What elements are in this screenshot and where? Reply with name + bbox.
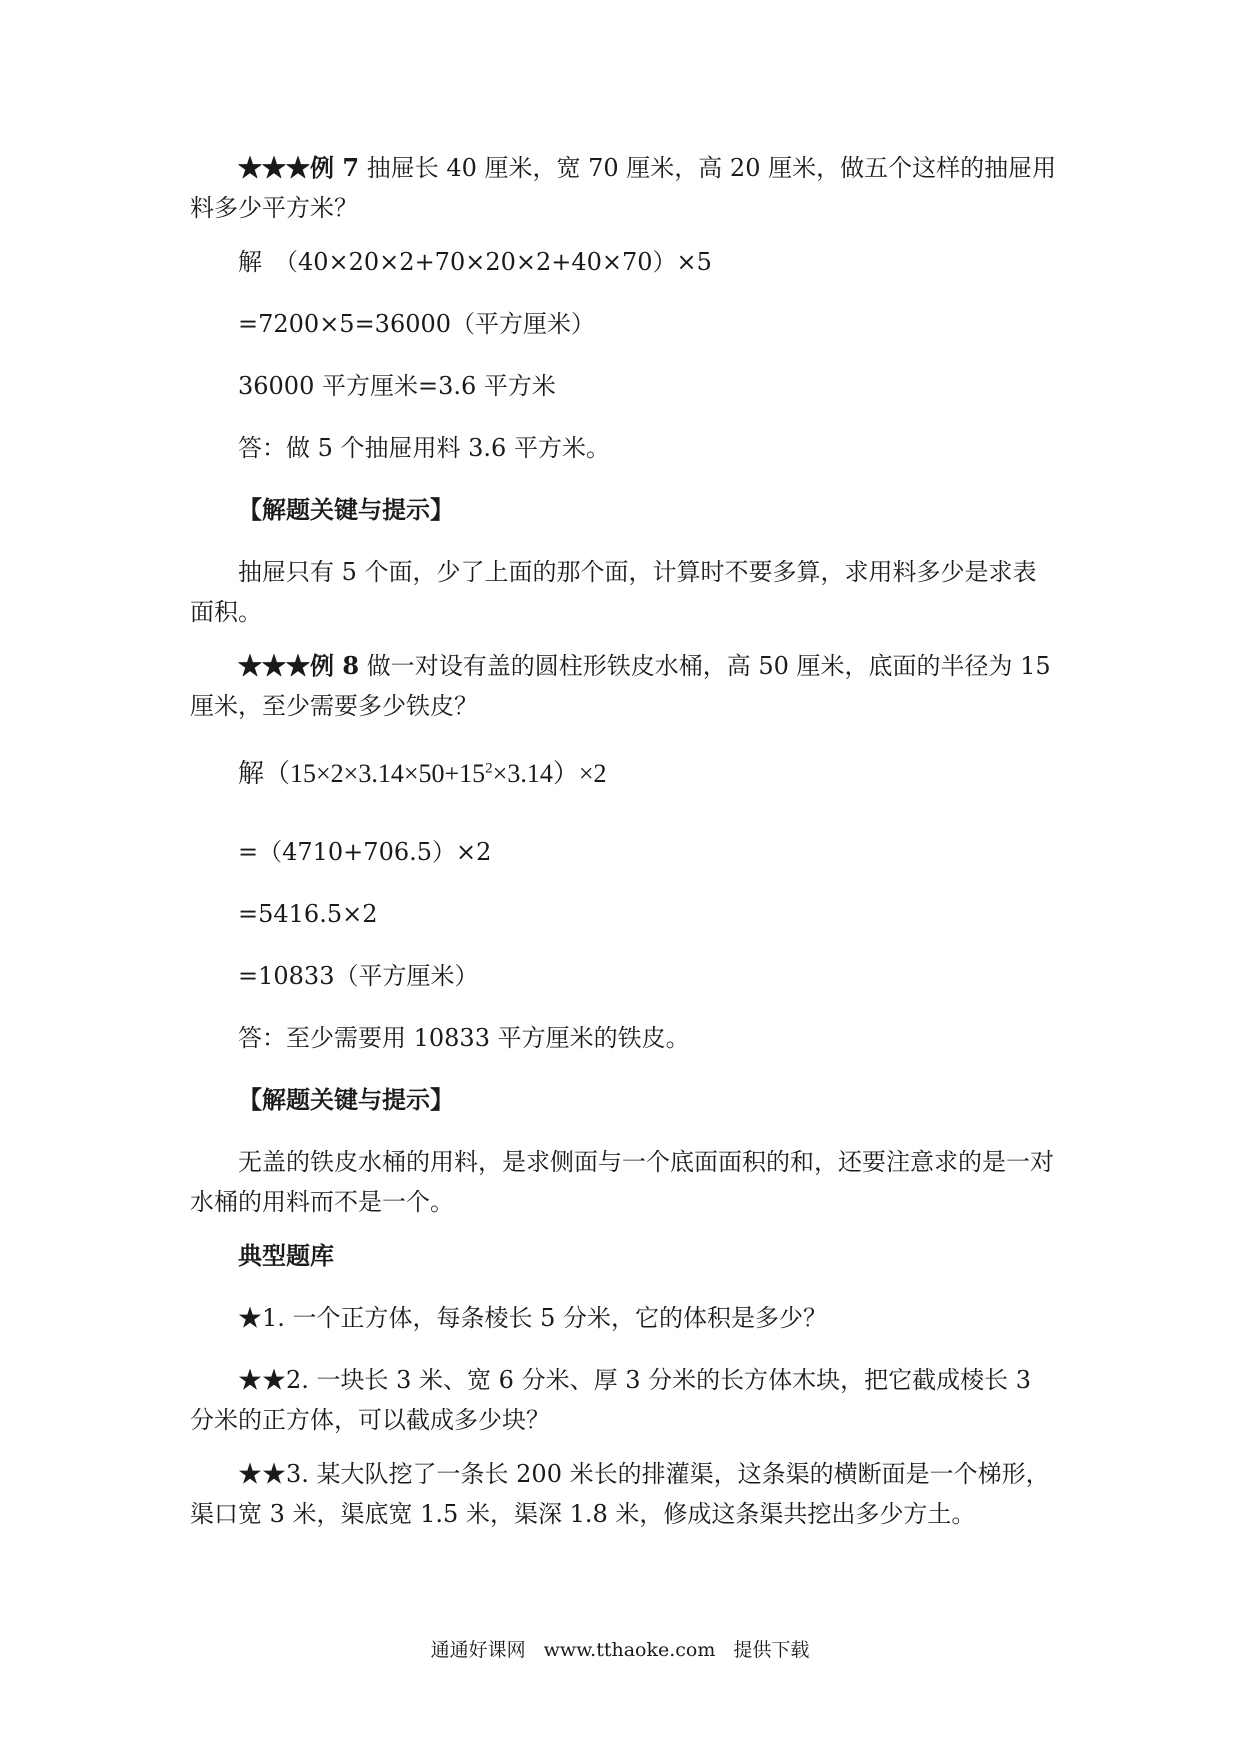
answer-line: 答：至少需要用 10833 平方厘米的铁皮。 xyxy=(238,1024,690,1052)
solution-line-2: =（4710+706.5）×2 xyxy=(238,838,492,866)
tip-text: 无盖的铁皮水桶的用料，是求侧面与一个底面面积的和，还要注意求的是一对水桶的用料而不是一个。 xyxy=(190,1148,1054,1216)
exponent: 2 xyxy=(485,760,493,777)
solution-formula xyxy=(238,754,1060,794)
page-footer xyxy=(0,1636,1240,1664)
example-label: 例 7 xyxy=(310,153,360,182)
question-2: ★★2. 一块长 3 米、宽 6 分米、厚 3 分米的长方体木块，把它截成棱长 3 分米的正方体，可以截成多少块？ xyxy=(190,1366,1032,1434)
question-3: ★★3. 某大队挖了一条长 200 米长的排灌渠，这条渠的横断面是一个梯形，渠口宽 3 米，渠底宽 1.5 米，渠深 1.8 米，修成这条渠共挖出多少方土。 xyxy=(190,1460,1050,1528)
example-7-question xyxy=(190,148,1060,228)
example-text: 做一对设有盖的圆柱形铁皮水桶，高 50 厘米，底面的半径为 15 厘米，至少需要多少铁皮？ xyxy=(190,652,1051,720)
difficulty-stars: ★★★ xyxy=(238,153,310,182)
solution-line-3: =5416.5×2 xyxy=(238,900,378,928)
solution-line-3: 36000 平方厘米=3.6 平方米 xyxy=(238,372,556,400)
tip-heading: 【解题关键与提示】 xyxy=(238,495,454,524)
tip-text: 抽屉只有 5 个面，少了上面的那个面，计算时不要多算，求用料多少是求表面积。 xyxy=(190,558,1037,626)
difficulty-stars: ★★★ xyxy=(238,651,310,680)
solution-line-4: =10833（平方厘米） xyxy=(238,962,479,990)
question-1: ★1. 一个正方体，每条棱长 5 分米，它的体积是多少？ xyxy=(238,1304,828,1332)
solution-line-1: 解 （40×20×2+70×20×2+40×70）×5 xyxy=(238,248,712,276)
answer-line: 答：做 5 个抽屉用料 3.6 平方米。 xyxy=(238,434,610,462)
example-label: 例 8 xyxy=(310,651,360,680)
section-heading: 典型题库 xyxy=(238,1241,334,1270)
footer-url[interactable]: www.tthaoke.com xyxy=(543,1639,716,1661)
example-8-question xyxy=(190,646,1060,726)
footer-note: 提供下载 xyxy=(733,1639,810,1661)
example-text: 抽屉长 40 厘米，宽 70 厘米，高 20 厘米，做五个这样的抽屉用料多少平方米？ xyxy=(190,154,1057,222)
formula-part-1: 解（15×2×3.14×50+15 xyxy=(238,759,486,788)
footer-site-name: 通通好课网 xyxy=(430,1639,526,1661)
formula-part-2: ×3.14）×2 xyxy=(492,759,607,788)
tip-heading: 【解题关键与提示】 xyxy=(238,1085,454,1114)
solution-line-2: =7200×5=36000（平方厘米） xyxy=(238,310,596,338)
